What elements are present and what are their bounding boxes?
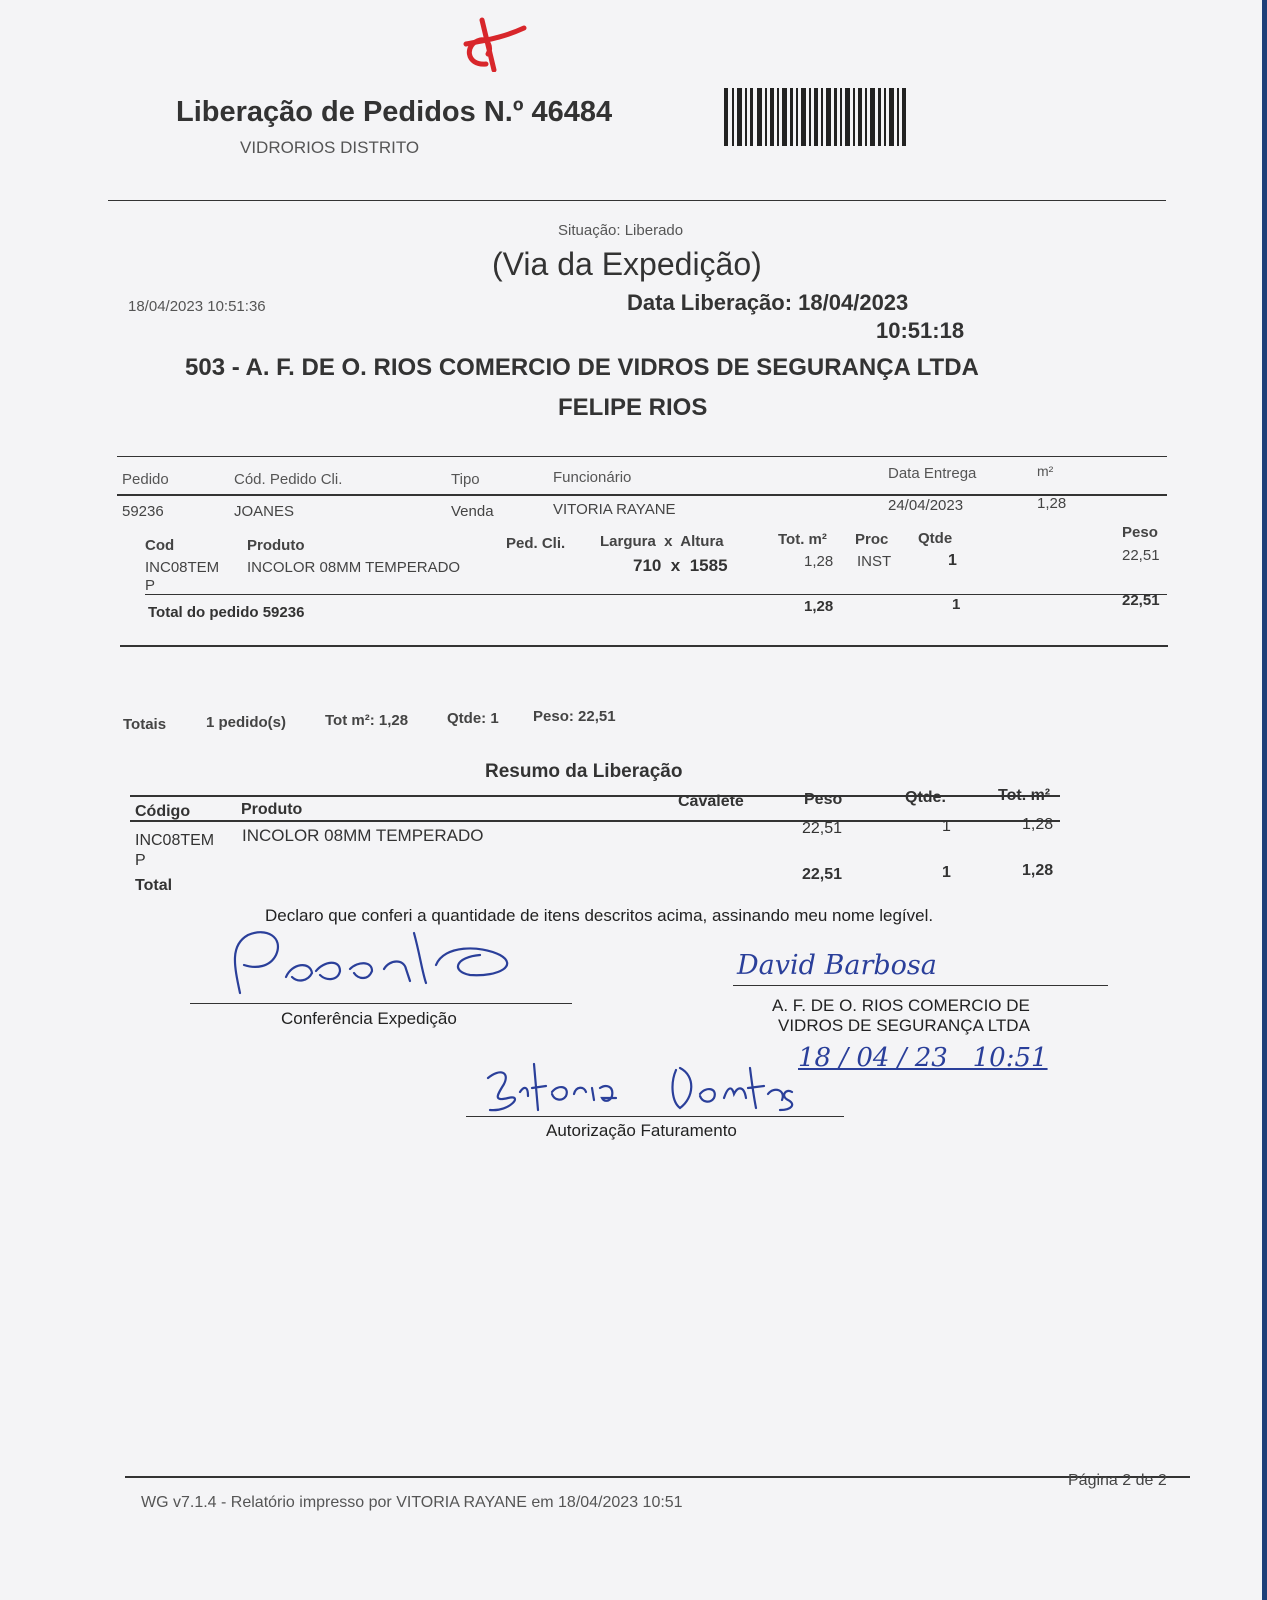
- totals-m2: Tot m²: 1,28: [325, 712, 409, 729]
- summary-col-cavalete: Cavalete: [678, 793, 744, 810]
- col-data-entrega: Data Entrega: [888, 465, 977, 482]
- item-col-ped-cli: Ped. Cli.: [506, 535, 566, 552]
- col-pedido: Pedido: [122, 471, 169, 488]
- autorizacao-label: Autorização Faturamento: [546, 1121, 737, 1140]
- item-dimensions: 710 x 1585: [633, 556, 728, 575]
- summary-tot-m2: 1,28: [1022, 816, 1054, 833]
- employee-name: VITORIA RAYANE: [553, 501, 676, 518]
- summary-total-m2: 1,28: [1022, 862, 1054, 879]
- item-proc: INST: [857, 553, 892, 570]
- order-table-top-rule: [117, 456, 1167, 457]
- handwritten-client-name: David Barbosa: [737, 950, 937, 981]
- order-item-rule: [145, 594, 1167, 595]
- summary-code-cont: P: [135, 852, 146, 869]
- conferencia-label: Conferência Expedição: [281, 1009, 457, 1028]
- item-col-peso: Peso: [1122, 524, 1158, 541]
- summary-total-peso: 22,51: [802, 866, 843, 883]
- red-check-mark: [458, 14, 528, 72]
- summary-col-codigo: Código: [135, 803, 191, 820]
- signature-line-autorizacao: [466, 1116, 844, 1117]
- item-col-cod: Cod: [145, 537, 175, 554]
- item-product: INCOLOR 08MM TEMPERADO: [247, 559, 461, 576]
- footer-printed-by: WG v7.1.4 - Relatório impresso por VITORIA RAYANE em 18/04/2023 10:51: [141, 1494, 683, 1511]
- summary-product: INCOLOR 08MM TEMPERADO: [242, 826, 484, 845]
- copy-type: (Via da Expedição): [492, 246, 762, 282]
- order-table-header-rule: [117, 494, 1167, 496]
- delivery-date: 24/04/2023: [888, 497, 964, 514]
- summary-code: INC08TEM: [135, 832, 215, 849]
- item-qtde: 1: [948, 552, 957, 569]
- footer-rule: [125, 1476, 1190, 1478]
- item-col-largura-altura: Largura x Altura: [600, 533, 724, 550]
- order-type: Venda: [451, 503, 494, 520]
- summary-title: Resumo da Liberação: [485, 761, 683, 782]
- signature-autorizacao: [480, 1058, 800, 1120]
- summary-col-peso: Peso: [804, 791, 843, 808]
- order-total-label: Total do pedido 59236: [148, 604, 305, 621]
- totals-orders: 1 pedido(s): [206, 714, 287, 731]
- signature-line-conferencia: [190, 1003, 572, 1004]
- totals-peso: Peso: 22,51: [533, 708, 616, 725]
- summary-peso: 22,51: [802, 820, 843, 837]
- order-m2: 1,28: [1037, 495, 1067, 512]
- status-label: Situação: Liberado: [558, 222, 684, 239]
- summary-col-produto: Produto: [241, 801, 303, 818]
- client-contact: FELIPE RIOS: [558, 394, 708, 421]
- order-total-qtde: 1: [952, 596, 961, 613]
- summary-col-tot-m2: Tot. m²: [998, 787, 1051, 804]
- client-name: 503 - A. F. DE O. RIOS COMERCIO DE VIDROS DE SEGURANÇA LTDA: [185, 354, 979, 381]
- summary-total-label: Total: [135, 877, 173, 894]
- col-funcionario: Funcionário: [553, 469, 632, 486]
- col-tipo: Tipo: [451, 471, 480, 488]
- client-sign-line2: VIDROS DE SEGURANÇA LTDA: [778, 1016, 1030, 1035]
- page-number: Página 2 de 2: [1068, 1472, 1167, 1489]
- header-divider: [108, 200, 1166, 201]
- item-col-produto: Produto: [247, 537, 305, 554]
- item-col-tot-m2: Tot. m²: [778, 531, 827, 548]
- order-table-bottom-rule: [120, 645, 1168, 647]
- signature-line-client: [733, 985, 1108, 986]
- release-date: Data Liberação: 18/04/2023: [627, 290, 909, 315]
- item-col-qtde: Qtde: [918, 530, 953, 547]
- order-number: 59236: [122, 503, 164, 520]
- item-code-cont: P: [145, 577, 156, 594]
- release-time: 10:51:18: [876, 318, 965, 343]
- item-peso: 22,51: [1122, 547, 1160, 564]
- col-m2: m²: [1037, 463, 1054, 479]
- item-tot-m2: 1,28: [804, 553, 834, 570]
- client-sign-line1: A. F. DE O. RIOS COMERCIO DE: [772, 996, 1030, 1015]
- col-cod-pedido-cli: Cód. Pedido Cli.: [234, 471, 343, 488]
- order-total-m2: 1,28: [804, 598, 834, 615]
- item-col-proc: Proc: [855, 531, 889, 548]
- summary-col-qtde: Qtde.: [905, 789, 946, 806]
- barcode: [724, 88, 906, 146]
- handwritten-date: 18 / 04 / 23 10:51: [798, 1043, 1048, 1073]
- totals-qtde: Qtde: 1: [447, 710, 499, 727]
- totals-label: Totais: [123, 716, 167, 733]
- signature-conferencia: [200, 925, 570, 1005]
- printed-timestamp: 18/04/2023 10:51:36: [128, 298, 266, 315]
- summary-qtde: 1: [942, 818, 951, 835]
- summary-header-rule: [130, 820, 1060, 822]
- declaration-text: Declaro que conferi a quantidade de itens descritos acima, assinando meu nome legível.: [265, 906, 934, 925]
- order-total-peso: 22,51: [1122, 592, 1160, 609]
- summary-total-qtde: 1: [942, 864, 951, 881]
- item-code: INC08TEM: [145, 559, 220, 576]
- company-short-name: VIDRORIOS DISTRITO: [240, 138, 420, 157]
- document-title: Liberação de Pedidos N.º 46484: [176, 96, 613, 128]
- client-order-code: JOANES: [234, 503, 295, 520]
